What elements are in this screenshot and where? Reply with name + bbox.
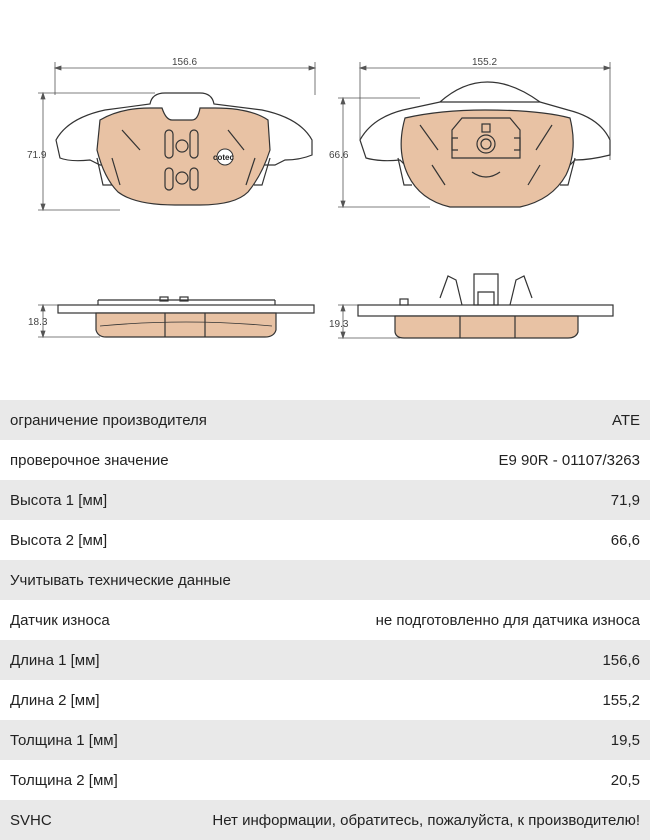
dimension-width-right: 155.2 — [472, 57, 498, 68]
spec-row-thickness-2 — [0, 760, 650, 800]
spec-value: не подготовленно для датчика износа — [375, 611, 640, 629]
spec-row-height-1 — [0, 480, 650, 520]
spec-row-length-2 — [0, 680, 650, 720]
spec-label: Толщина 1 [мм] — [10, 731, 118, 749]
dimension-height-right: 66.6 — [329, 150, 349, 161]
spec-label: Длина 1 [мм] — [10, 651, 100, 669]
spec-label: Датчик износа — [10, 611, 110, 629]
side-view-left — [38, 297, 314, 337]
spec-row-technical-data-note — [0, 560, 650, 600]
spec-row-length-1 — [0, 640, 650, 680]
spec-value: E9 90R - 01107/3263 — [498, 451, 640, 469]
spec-label: SVHC — [10, 811, 52, 829]
spec-value: Нет информации, обратитесь, пожалуйста, к производителю! — [212, 811, 640, 829]
spec-label: Учитывать технические данные — [10, 571, 231, 589]
brand-logo-text: cotec — [213, 153, 234, 162]
spec-label: ограничение производителя — [10, 411, 207, 429]
side-view-right — [338, 274, 613, 338]
spec-value: 20,5 — [610, 771, 640, 789]
spec-value: 71,9 — [610, 491, 640, 509]
dimension-height-left: 71.9 — [27, 150, 47, 161]
spec-row-svhc — [0, 800, 650, 840]
front-view-right — [338, 62, 610, 207]
spec-label: Высота 1 [мм] — [10, 491, 108, 509]
spec-row-manufacturer-restriction — [0, 400, 650, 440]
spec-label: Толщина 2 [мм] — [10, 771, 118, 789]
brake-pad-technical-drawing — [0, 0, 650, 400]
spec-row-thickness-1 — [0, 720, 650, 760]
dimension-width-left: 156.6 — [172, 57, 198, 68]
spec-label: проверочное значение — [10, 451, 169, 469]
spec-row-test-mark — [0, 440, 650, 480]
drawing-canvas — [0, 0, 650, 400]
spec-label: Высота 2 [мм] — [10, 531, 108, 549]
spec-value: 66,6 — [610, 531, 640, 549]
spec-row-wear-sensor — [0, 600, 650, 640]
dimension-thickness-right: 19.3 — [329, 319, 349, 330]
spec-value: 156,6 — [602, 651, 640, 669]
specifications-table — [0, 400, 650, 840]
spec-value: ATE — [611, 411, 640, 429]
dimension-thickness-left: 18.3 — [28, 317, 48, 328]
spec-value: 19,5 — [610, 731, 640, 749]
spec-value: 155,2 — [602, 691, 640, 709]
front-view-left — [38, 62, 315, 210]
spec-label: Длина 2 [мм] — [10, 691, 100, 709]
spec-row-height-2 — [0, 520, 650, 560]
